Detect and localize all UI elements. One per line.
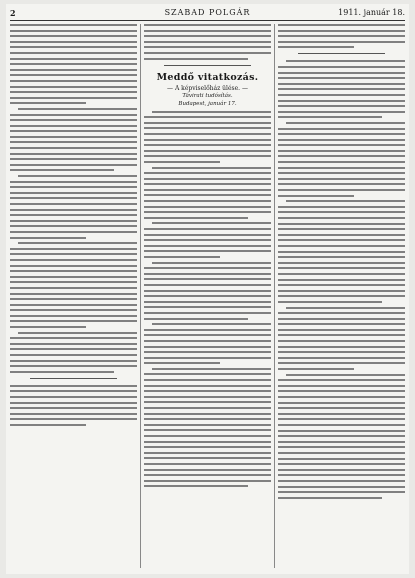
article-title: Meddő vitatkozás. [156,71,259,83]
column-middle [144,24,271,570]
page-number: 2 [10,8,16,18]
issue-date: 1911. január 18. [338,8,405,17]
column-divider [274,24,275,568]
header-rule [10,20,405,21]
section-separator [164,65,251,66]
article-subtitle: — A képviselőház ülése. — [167,84,248,92]
text-block [278,60,405,498]
section-separator [30,378,117,379]
newspaper-title: SZABAD POLGÁR [164,8,251,17]
article-body [144,111,271,488]
text-block [144,24,271,60]
column-left [10,24,137,570]
text-block [10,24,137,373]
newspaper-page [6,4,409,574]
article-dateline: Budapest, január 17. [178,100,237,107]
column-divider [140,24,141,568]
article-source: Távirati tudósítás. [182,92,233,99]
text-block [278,24,405,48]
page-header [10,7,405,19]
column-right [278,24,405,570]
article-heading [144,72,271,107]
section-separator [298,53,385,54]
text-block [10,385,137,426]
